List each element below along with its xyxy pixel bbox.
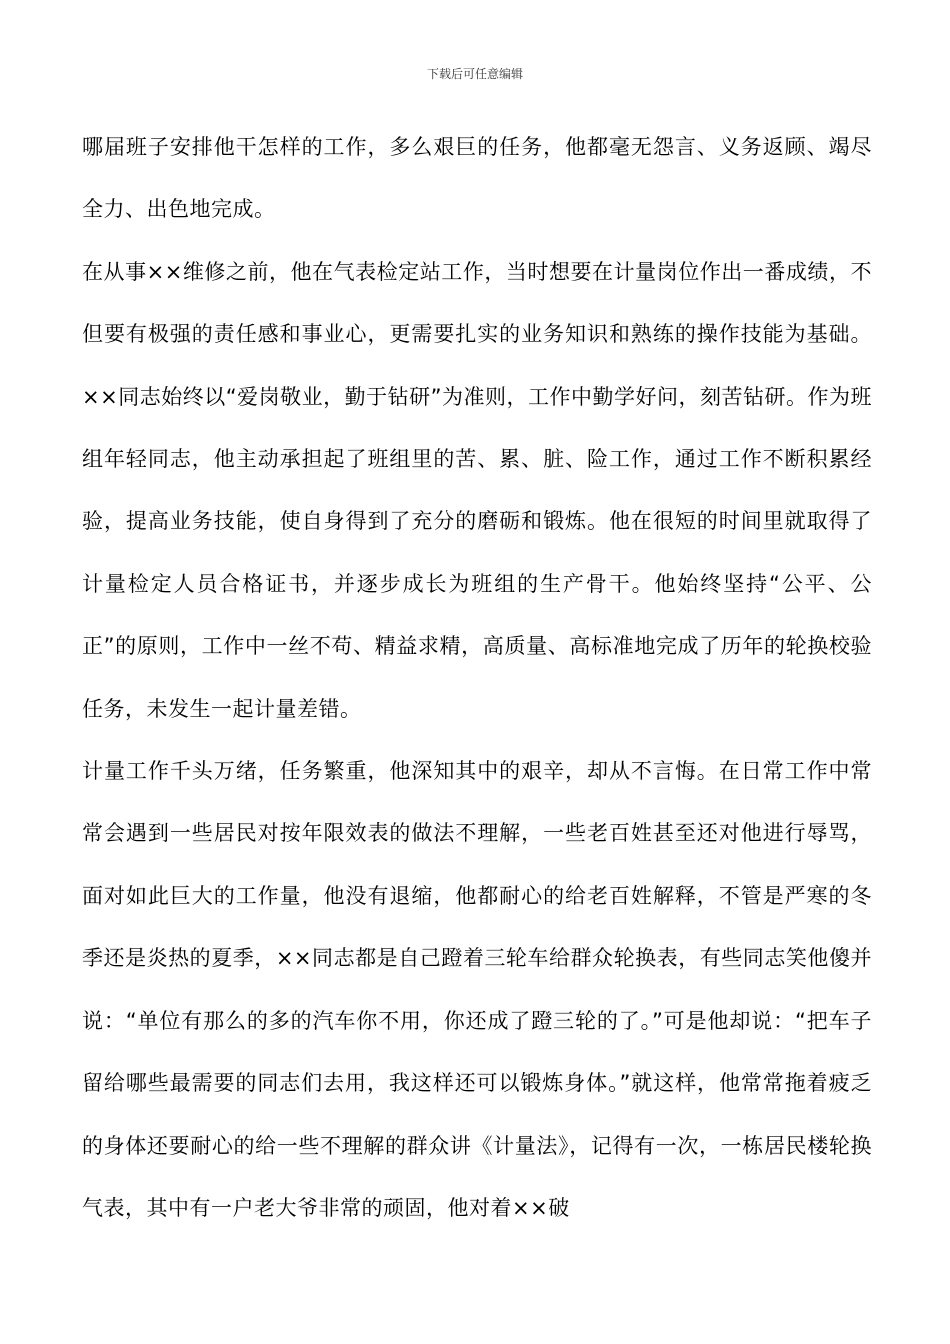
document-body [82, 116, 872, 1239]
paragraph-1: 哪届班子安排他干怎样的工作，多么艰巨的任务，他都毫无怨言、义务返顾、竭尽全力、出色地完成。 [82, 135, 872, 222]
paragraph-2: 在从事××维修之前，他在气表检定站工作，当时想要在计量岗位作出一番成绩，不但要有极强的责任感和事业心，更需要扎实的业务知识和熟练的操作技能为基础。××同志始终以“爱岗敬业，勤于钻研”为准则，工作中勤学好问，刻苦钻研。作为班组年轻同志，他主动承担起了班组里的苦、累、脏、险工作，通过工作不断积累经验，提高业务技能，使自身得到了充分的磨砺和锻炼。他在很短的时间里就取得了计量检定人员合格证书，并逐步成长为班组的生产骨干。他始终坚持“公平、公正”的原则，工作中一丝不苟、精益求精，高质量、高标准地完成了历年的轮换校验任务，未发生一起计量差错。 [82, 259, 872, 721]
page-header: 下载后可任意编辑 [426, 67, 523, 81]
paragraph-3: 计量工作千头万绪，任务繁重，他深知其中的艰辛，却从不言悔。在日常工作中常常会遇到一些居民对按年限效表的做法不理解，一些老百姓甚至还对他进行辱骂，面对如此巨大的工作量，他没有退缩，他都耐心的给老百姓解释，不管是严寒的冬季还是炎热的夏季，××同志都是自己蹬着三轮车给群众轮换表，有些同志笑他傻并说：“单位有那么的多的汽车你不用，你还成了蹬三轮的了。”可是他却说：“把车子留给哪些最需要的同志们去用，我这样还可以锻炼身体。”就这样，他常常拖着疲乏的身体还要耐心的给一些不理解的群众讲《计量法》，记得有一次，一栋居民楼轮换气表，其中有一户老大爷非常的顽固，他对着××破 [82, 759, 872, 1220]
